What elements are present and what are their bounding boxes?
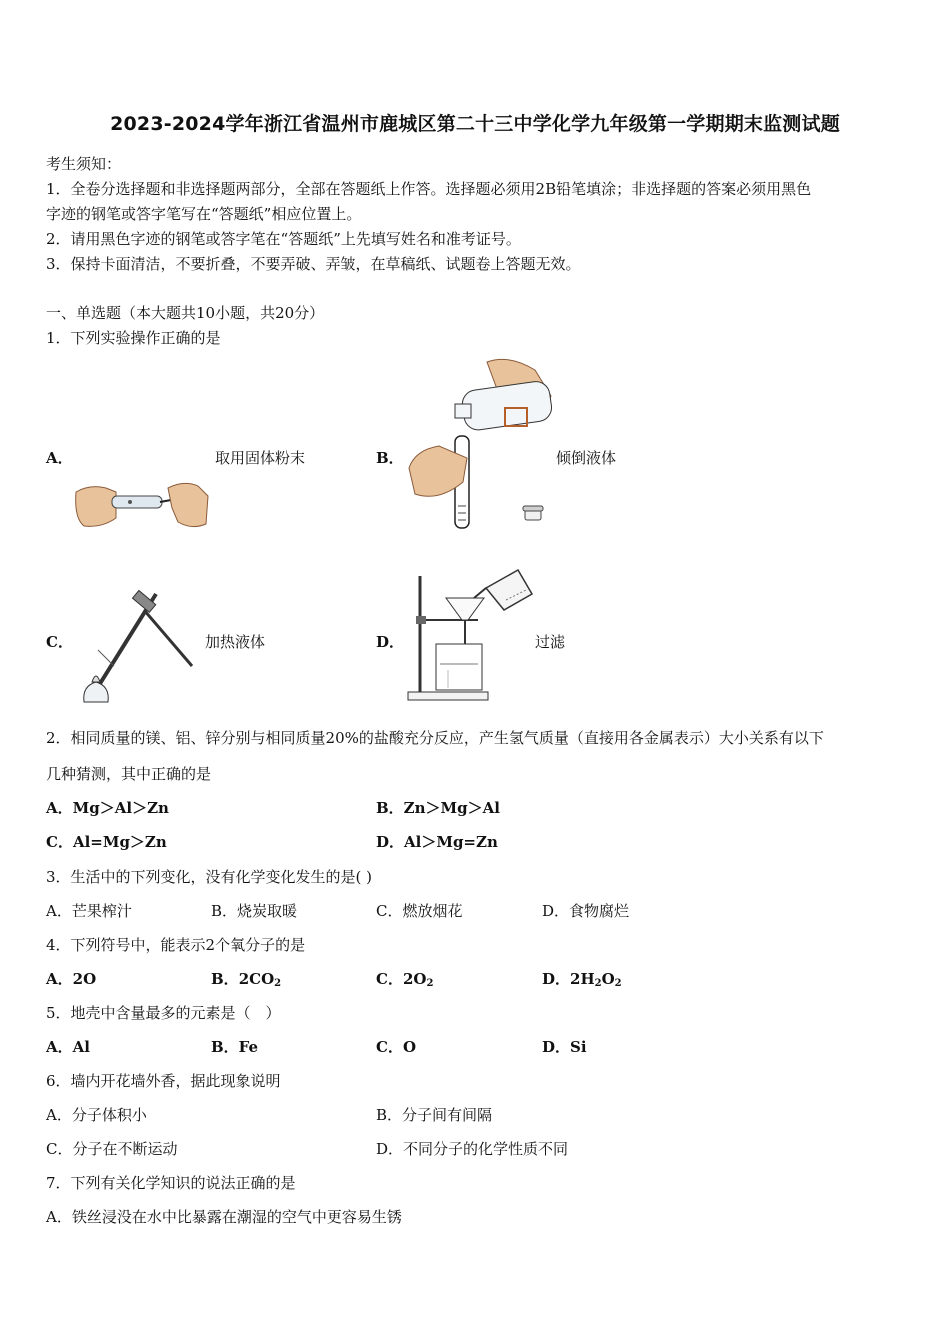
q2-option-c[interactable]: C．Al=Mg＞Zn	[46, 833, 167, 851]
q3-option-a[interactable]: A．芒果榨汁	[46, 902, 132, 920]
q1-option-a-letter[interactable]: A．	[46, 449, 73, 467]
q6-option-d[interactable]: D．不同分子的化学性质不同	[376, 1140, 569, 1158]
q4-option-b[interactable]	[211, 969, 281, 989]
q4-option-d-formula-2: O	[601, 970, 615, 988]
q5-option-d[interactable]: D．Si	[542, 1038, 587, 1056]
question-2-stem: 2．相同质量的镁、铝、锌分别与相同质量20%的盐酸充分反应，产生氢气质量（直接用各金属表示）大小关系有以下	[46, 729, 824, 747]
notice-item: 字迹的钢笔或答字笔写在“答题纸”相应位置上。	[46, 205, 362, 223]
question-1-stem: 1．下列实验操作正确的是	[46, 329, 221, 347]
section-heading: 一、单选题（本大题共10小题，共20分）	[46, 304, 325, 322]
q1-option-c-letter[interactable]: C．	[46, 633, 73, 651]
q7-option-a[interactable]: A．铁丝浸没在水中比暴露在潮湿的空气中更容易生锈	[46, 1208, 402, 1226]
q1-option-d-letter[interactable]: D．	[376, 633, 405, 651]
q5-option-c[interactable]: C．O	[376, 1038, 417, 1056]
notice-heading: 考生须知：	[46, 155, 122, 173]
q4-option-d-subscript: 2	[594, 978, 602, 989]
q1-option-b-caption: 倾倒液体	[556, 449, 617, 467]
q6-option-b[interactable]: B．分子间有间隔	[376, 1106, 493, 1124]
q4-option-d-subscript-2: 2	[614, 978, 622, 989]
q6-option-c[interactable]: C．分子在不断运动	[46, 1140, 178, 1158]
q4-option-a[interactable]	[46, 969, 96, 989]
notice-item: 3．保持卡面清洁，不要折叠，不要弄破、弄皱，在草稿纸、试题卷上答题无效。	[46, 255, 581, 273]
q2-option-b[interactable]: B．Zn＞Mg＞Al	[376, 799, 500, 817]
powder-tube-illustration	[72, 478, 212, 533]
q1-option-b-letter[interactable]: B．	[376, 449, 404, 467]
q3-option-d[interactable]: D．食物腐烂	[542, 902, 630, 920]
notice-item: 1．全卷分选择题和非选择题两部分，全部在答题纸上作答。选择题必须用2B铅笔填涂；非选择题的答案必须用黑色	[46, 180, 812, 198]
q5-option-b[interactable]: B．Fe	[211, 1038, 259, 1056]
q4-option-c[interactable]	[376, 969, 433, 989]
q1-option-c-caption: 加热液体	[205, 633, 266, 651]
question-5-stem: 5．地壳中含量最多的元素是（ ）	[46, 1004, 281, 1022]
q4-option-c-formula: 2O	[402, 970, 427, 988]
q4-option-a-formula: 2O	[72, 970, 97, 988]
q3-option-b[interactable]: B．烧炭取暖	[211, 902, 298, 920]
q2-option-d[interactable]: D．Al＞Mg=Zn	[376, 833, 498, 851]
q2-option-a[interactable]: A．Mg＞Al＞Zn	[46, 799, 169, 817]
q1-option-d-caption: 过滤	[535, 633, 566, 651]
pouring-liquid-illustration	[405, 356, 555, 532]
q4-option-d[interactable]	[542, 969, 622, 989]
q6-option-a[interactable]: A．分子体积小	[46, 1106, 147, 1124]
q4-option-b-formula: 2CO	[238, 970, 275, 988]
notice-item: 2．请用黑色字迹的钢笔或答字笔在“答题纸”上先填写姓名和准考证号。	[46, 230, 521, 248]
q1-option-a-caption: 取用固体粉末	[215, 449, 306, 467]
q4-option-d-letter: D．	[542, 970, 571, 988]
q4-option-b-subscript: 2	[274, 978, 282, 989]
q4-option-c-letter: C．	[376, 970, 403, 988]
question-6-stem: 6．墙内开花墙外香，据此现象说明	[46, 1072, 281, 1090]
q5-option-a[interactable]: A．Al	[46, 1038, 90, 1056]
question-3-stem: 3．生活中的下列变化，没有化学变化发生的是( )	[46, 868, 373, 886]
page-title: 2023-2024学年浙江省温州市鹿城区第二十三中学化学九年级第一学期期末监测试题	[110, 113, 840, 135]
q3-option-c[interactable]: C．燃放烟花	[376, 902, 463, 920]
q4-option-d-formula: 2H	[570, 970, 595, 988]
q4-option-c-subscript: 2	[426, 978, 434, 989]
question-4-stem: 4．下列符号中，能表示2个氧分子的是	[46, 936, 306, 954]
heating-liquid-illustration	[74, 590, 198, 708]
q4-option-b-letter: B．	[211, 970, 239, 988]
question-2-stem-cont: 几种猜测，其中正确的是	[46, 765, 212, 783]
question-7-stem: 7．下列有关化学知识的说法正确的是	[46, 1174, 296, 1192]
q4-option-a-letter: A．	[46, 970, 73, 988]
filtration-illustration	[408, 570, 534, 706]
